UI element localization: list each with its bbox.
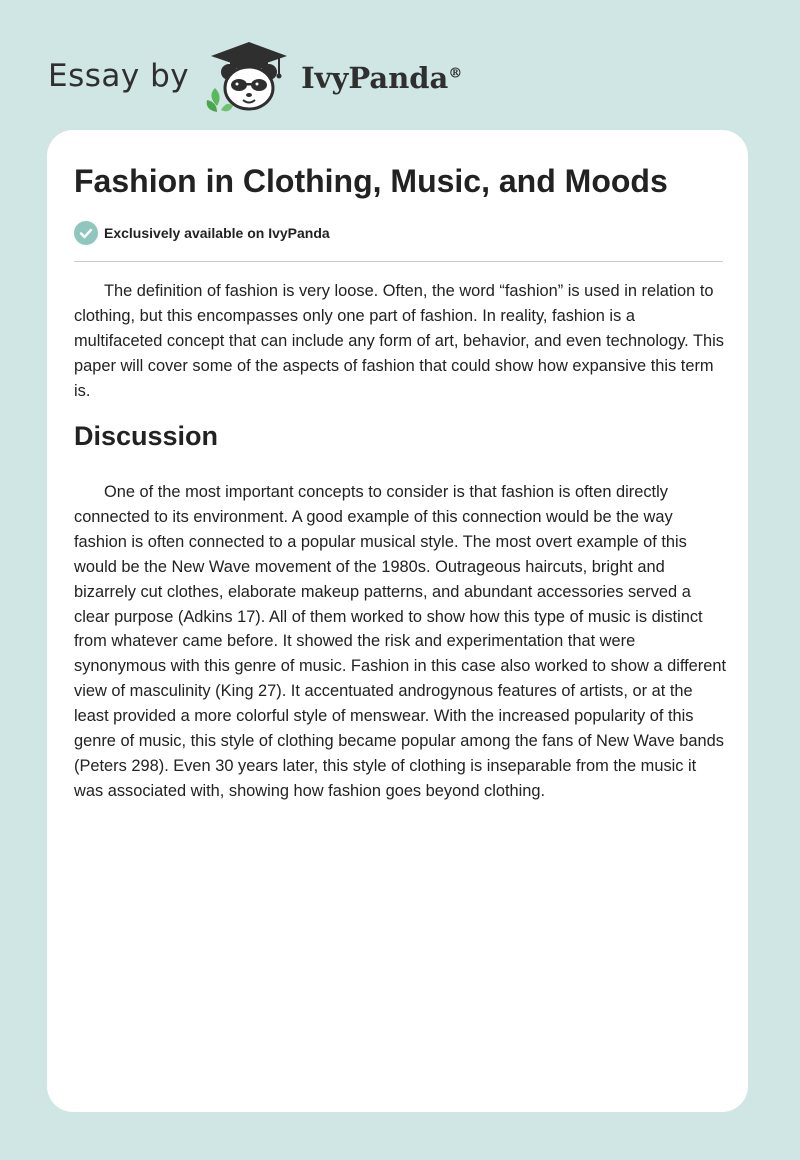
divider	[74, 261, 723, 262]
section-heading: Discussion	[74, 421, 219, 451]
essay-by-label: Essay by	[48, 58, 190, 94]
intro-paragraph: The definition of fashion is very loose. Often, the word “fashion” is used in relation to clothing, but this encompasses only one part of fashion. In reality, fashion is a multifaceted concept that can include any form of art, behavior, and even technology. This paper will cover some of the aspects of fashion that could show how expansive this term is.	[74, 282, 724, 400]
discussion-paragraph: One of the most important concepts to consider is that fashion is often directly connected to its environment. A good example of this connection would be the way fashion is often connected to a popular musical style. The most overt example of this would be the New Wave movement of the 1980s. Outrageous haircuts, bright and bizarrely cut clothes, elaborate makeup patterns, and abundant accessories served a clear purpose (Adkins 17). All of them worked to show how this type of music is distinct from whatever came before. It showed the risk and experimentation that were synonymous with this genre of music. Fashion in this case also worked to show a different view of masculinity (King 27). It accentuated androgynous features of artists, or at the least provided a more colorful style of menswear. With the increased popularity of this genre of music, this style of clothing became popular among the fans of New Wave bands (Peters 298). Even 30 years later, this style of clothing is inseparable from the music it was associated with, showing how fashion goes beyond clothing.	[74, 483, 726, 800]
essay-card	[47, 130, 748, 1112]
brand-name[interactable]: IvyPanda®	[301, 61, 463, 95]
panda-graduate-icon[interactable]	[203, 36, 295, 116]
check-circle-icon	[74, 221, 98, 245]
exclusive-label: Exclusively available on IvyPanda	[104, 225, 330, 241]
page-title: Fashion in Clothing, Music, and Moods	[74, 163, 668, 199]
exclusive-badge	[74, 221, 330, 245]
registered-mark: ®	[448, 65, 463, 82]
site-header	[48, 36, 462, 116]
